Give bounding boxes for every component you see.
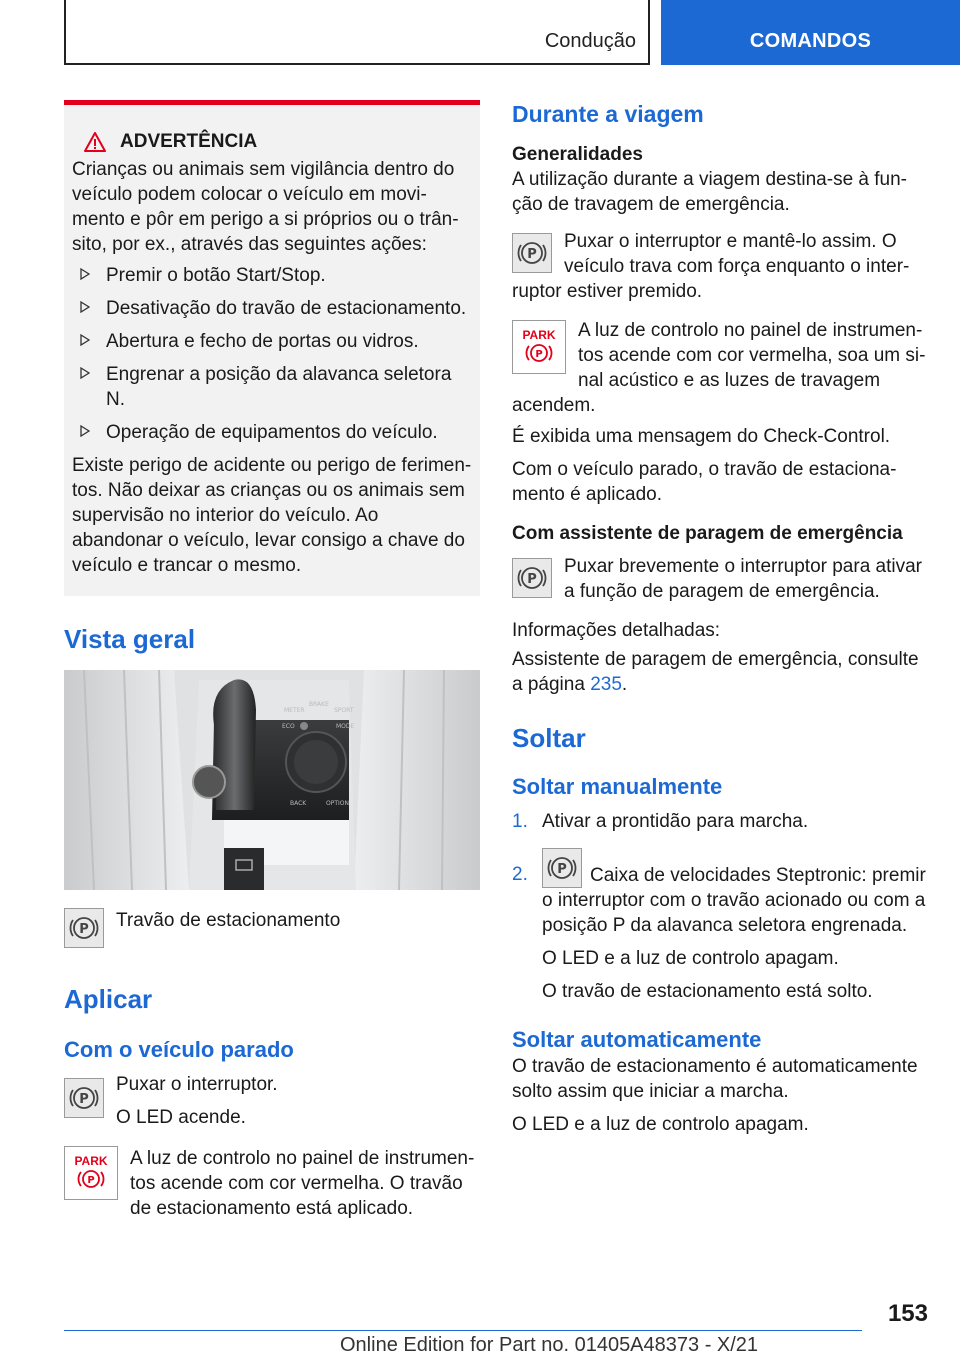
stopped-text: Com o veículo parado, o travão de estaciona-mento é aplicado. <box>512 459 897 505</box>
footer-divider <box>64 1330 862 1331</box>
warning-outro: Existe perigo de acidente ou perigo de ferimen-tos. Não deixar as crianças ou os animais sem supervisão no interior do veículo. Ao abandonar o veículo, levar consigo a chave do veículo e trancar o mesmo. <box>72 455 472 576</box>
apply-switch-row <box>64 1072 480 1130</box>
auto-release-led-text: O LED e a luz de controlo apagam. <box>512 1114 809 1135</box>
parking-brake-photo <box>64 670 480 890</box>
header-section-title: Condução <box>544 30 636 52</box>
header-chapter-tab <box>661 0 960 65</box>
details-label: Informações detalhadas: <box>512 620 721 641</box>
auto-release-heading: Soltar automaticamente <box>512 1027 762 1052</box>
stationary-heading: Com o veículo parado <box>64 1037 294 1062</box>
driving-pull-row <box>512 229 930 304</box>
parking-brake-caption: Travão de estacionamento <box>116 910 341 931</box>
park-warning-light-icon: PARK P <box>512 320 566 374</box>
step2-note-led: O LED e a luz de controlo apagam. <box>542 948 839 969</box>
step2-note-released: O travão de estacionamento está solto. <box>542 981 873 1002</box>
svg-text:P: P <box>557 862 567 877</box>
console-label-mode: MODE <box>336 723 355 730</box>
list-item: Operação de equipamentos do veículo. <box>72 420 472 445</box>
warning-list <box>72 263 472 445</box>
svg-text:P: P <box>535 349 543 360</box>
page-reference-link[interactable]: 235 <box>590 674 622 695</box>
warning-box <box>64 100 480 596</box>
apply-park-light-row <box>64 1146 480 1221</box>
parking-brake-switch-icon <box>512 558 552 598</box>
release-steps <box>512 809 930 1004</box>
console-label-option: OPTION <box>326 800 349 807</box>
parking-brake-caption-row <box>64 908 480 950</box>
warning-icon <box>84 132 106 152</box>
console-label-meter: METER <box>284 707 305 714</box>
triangle-bullet-icon <box>80 425 90 437</box>
svg-text:P: P <box>527 572 537 587</box>
console-label-sport: SPORT <box>334 707 354 714</box>
page-number: 153 <box>887 1300 928 1327</box>
list-item: 1. Ativar a prontidão para marcha. <box>512 811 809 832</box>
parking-brake-switch-icon <box>64 908 104 948</box>
check-control-text: É exibida uma mensagem do Check-Control. <box>512 426 891 447</box>
svg-text:P: P <box>79 1092 89 1107</box>
details-text: Assistente de paragem de emergência, consulte a página 235. <box>512 649 919 695</box>
left-column <box>64 100 480 1221</box>
driving-pull-text: Puxar o interruptor e mantê-lo assim. O veículo trava com força enquanto o inter-ruptor estiver premido. <box>512 231 910 302</box>
triangle-bullet-icon <box>80 367 90 379</box>
list-item: Premir o botão Start/Stop. <box>72 263 472 288</box>
right-column <box>512 100 930 1137</box>
footer-edition: Online Edition for Part no. 01405A48373 - X/21 <box>340 1334 759 1356</box>
driving-park-light-row <box>512 318 930 418</box>
assist-text: Puxar brevemente o interruptor para ativar a função de paragem de emergência. <box>564 556 923 602</box>
center-console-illustration <box>64 670 480 890</box>
warning-intro: Crianças ou animais sem vigilância dentro do veículo podem colocar o veículo em movi-mento e pôr em perigo a si próprios ou o trân-sito, por ex., através das seguintes ações: <box>72 159 459 255</box>
parking-brake-switch-icon <box>512 233 552 273</box>
parking-brake-switch-icon <box>64 1078 104 1118</box>
header-chapter-title: COMANDOS <box>749 30 872 52</box>
warning-title: ADVERTÊNCIA <box>72 131 472 153</box>
auto-release-text: O travão de estacionamento é automaticamente solto assim que iniciar a marcha. <box>512 1056 918 1102</box>
list-item: Abertura e fecho de portas ou vidros. <box>72 329 472 354</box>
driving-heading: Durante a viagem <box>512 101 704 127</box>
apply-pull-text: Puxar o interruptor. <box>116 1074 278 1095</box>
release-heading: Soltar <box>512 723 586 753</box>
console-label-brake: BRAKE <box>309 701 329 708</box>
list-item: Desativação do travão de estacionamento. <box>72 296 472 321</box>
general-text: A utilização durante a viagem destina-se à fun-ção de travagem de emergência. <box>512 169 908 215</box>
driving-park-light-text: A luz de controlo no painel de instrumen-tos acende com cor vermelha, soa um si-nal acústico e as luzes de travagem acendem. <box>512 320 926 416</box>
parking-brake-switch-icon <box>542 848 582 888</box>
overview-heading: Vista geral <box>64 624 196 654</box>
console-label-back: BACK <box>290 800 307 807</box>
triangle-bullet-icon <box>80 268 90 280</box>
park-warning-light-icon: PARK P <box>64 1146 118 1200</box>
general-heading: Generalidades <box>512 144 643 165</box>
svg-text:P: P <box>79 922 89 937</box>
list-item: Engrenar a posição da alavanca seletora N. <box>72 362 472 412</box>
manual-release-heading: Soltar manualmente <box>512 774 723 799</box>
console-label-eco: ECO <box>282 723 295 730</box>
triangle-bullet-icon <box>80 301 90 313</box>
assist-heading: Com assistente de paragem de emergência <box>512 523 903 544</box>
svg-text:P: P <box>527 247 537 262</box>
svg-text:P: P <box>87 1175 95 1186</box>
apply-heading: Aplicar <box>64 984 153 1014</box>
header-section-tab <box>64 0 650 65</box>
triangle-bullet-icon <box>80 334 90 346</box>
apply-park-light-text: A luz de controlo no painel de instrumen-tos acende com cor vermelha. O travão de estacionamento está aplicado. <box>130 1148 475 1219</box>
assist-row <box>512 554 930 604</box>
list-item: 2. P Caixa de velocidades Steptronic: premir o interruptor com o travão acionado ou com a posição P da alavanca seletora engrenada. O LED e a luz de controlo apagam. O travão de estacionamento está solto. <box>512 848 930 1004</box>
apply-led-text: O LED acende. <box>116 1107 246 1128</box>
